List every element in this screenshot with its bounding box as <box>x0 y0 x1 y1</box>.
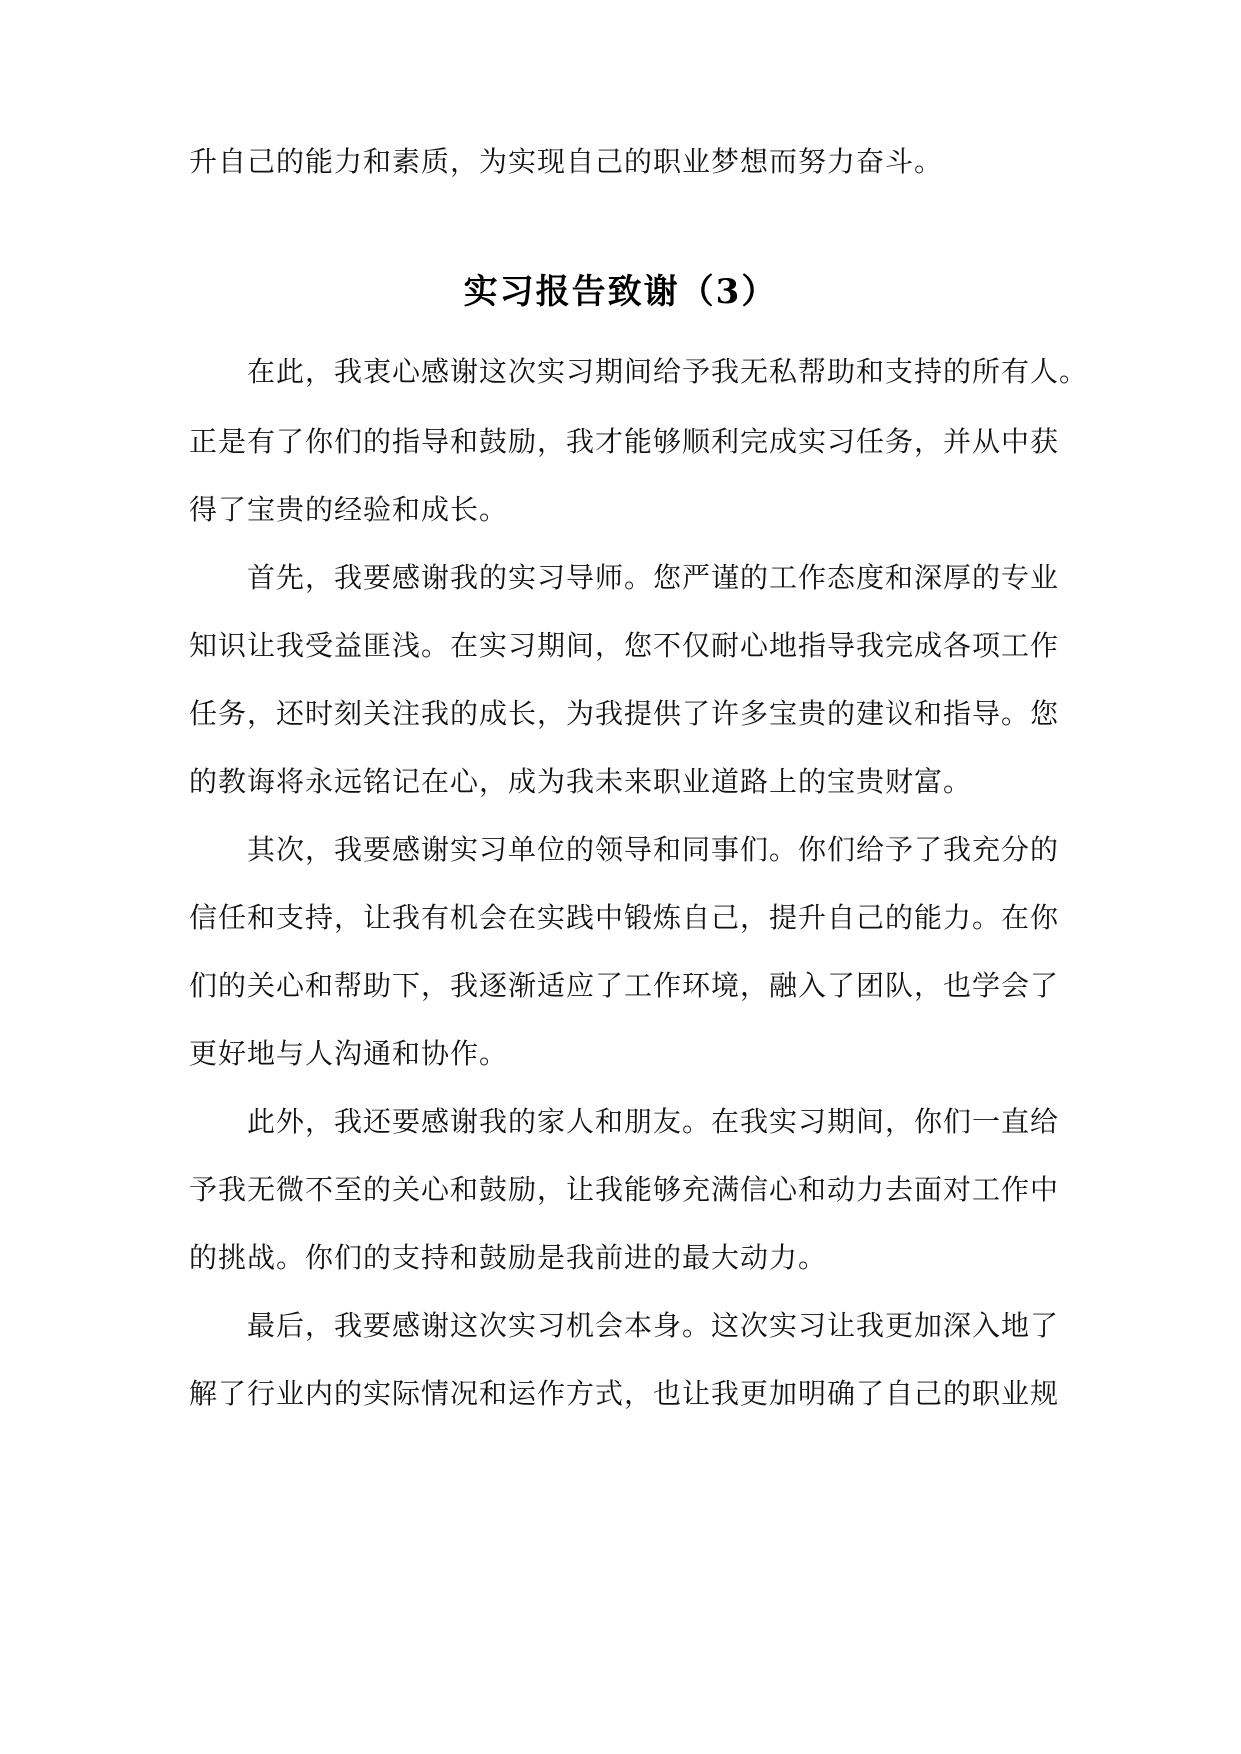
paragraph-line: 任务，还时刻关注我的成长，为我提供了许多宝贵的建议和指导。您 <box>189 697 1060 730</box>
paragraph-line: 其次，我要感谢实习单位的领导和同事们。你们给予了我充分的 <box>247 833 1060 866</box>
paragraph-line: 们的关心和帮助下，我逐渐适应了工作环境，融入了团队，也学会了 <box>189 969 1060 1002</box>
paragraph-line: 的挑战。你们的支持和鼓励是我前进的最大动力。 <box>189 1241 828 1274</box>
paragraph-line: 在此，我衷心感谢这次实习期间给予我无私帮助和支持的所有人。 <box>247 355 1089 388</box>
paragraph-line: 知识让我受益匪浅。在实习期间，您不仅耐心地指导我完成各项工作 <box>189 629 1060 662</box>
paragraph-line: 正是有了你们的指导和鼓励，我才能够顺利完成实习任务，并从中获 <box>189 425 1060 458</box>
paragraph-line: 信任和支持，让我有机会在实践中锻炼自己，提升自己的能力。在你 <box>189 901 1060 934</box>
paragraph-line: 首先，我要感谢我的实习导师。您严谨的工作态度和深厚的专业 <box>247 561 1060 594</box>
paragraph-line: 解了行业内的实际情况和运作方式，也让我更加明确了自己的职业规 <box>189 1377 1060 1410</box>
paragraph-line: 更好地与人沟通和协作。 <box>189 1037 509 1070</box>
paragraph-line: 此外，我还要感谢我的家人和朋友。在我实习期间，你们一直给 <box>247 1105 1060 1138</box>
section-heading: 实习报告致谢（3） <box>463 272 778 312</box>
paragraph-line: 最后，我要感谢这次实习机会本身。这次实习让我更加深入地了 <box>247 1309 1060 1342</box>
paragraph-line: 得了宝贵的经验和成长。 <box>189 493 509 526</box>
paragraph-line: 予我无微不至的关心和鼓励，让我能够充满信心和动力去面对工作中 <box>189 1173 1060 1206</box>
paragraph-line: 的教诲将永远铭记在心，成为我未来职业道路上的宝贵财富。 <box>189 765 973 798</box>
continuation-line: 升自己的能力和素质，为实现自己的职业梦想而努力奋斗。 <box>189 145 944 178</box>
